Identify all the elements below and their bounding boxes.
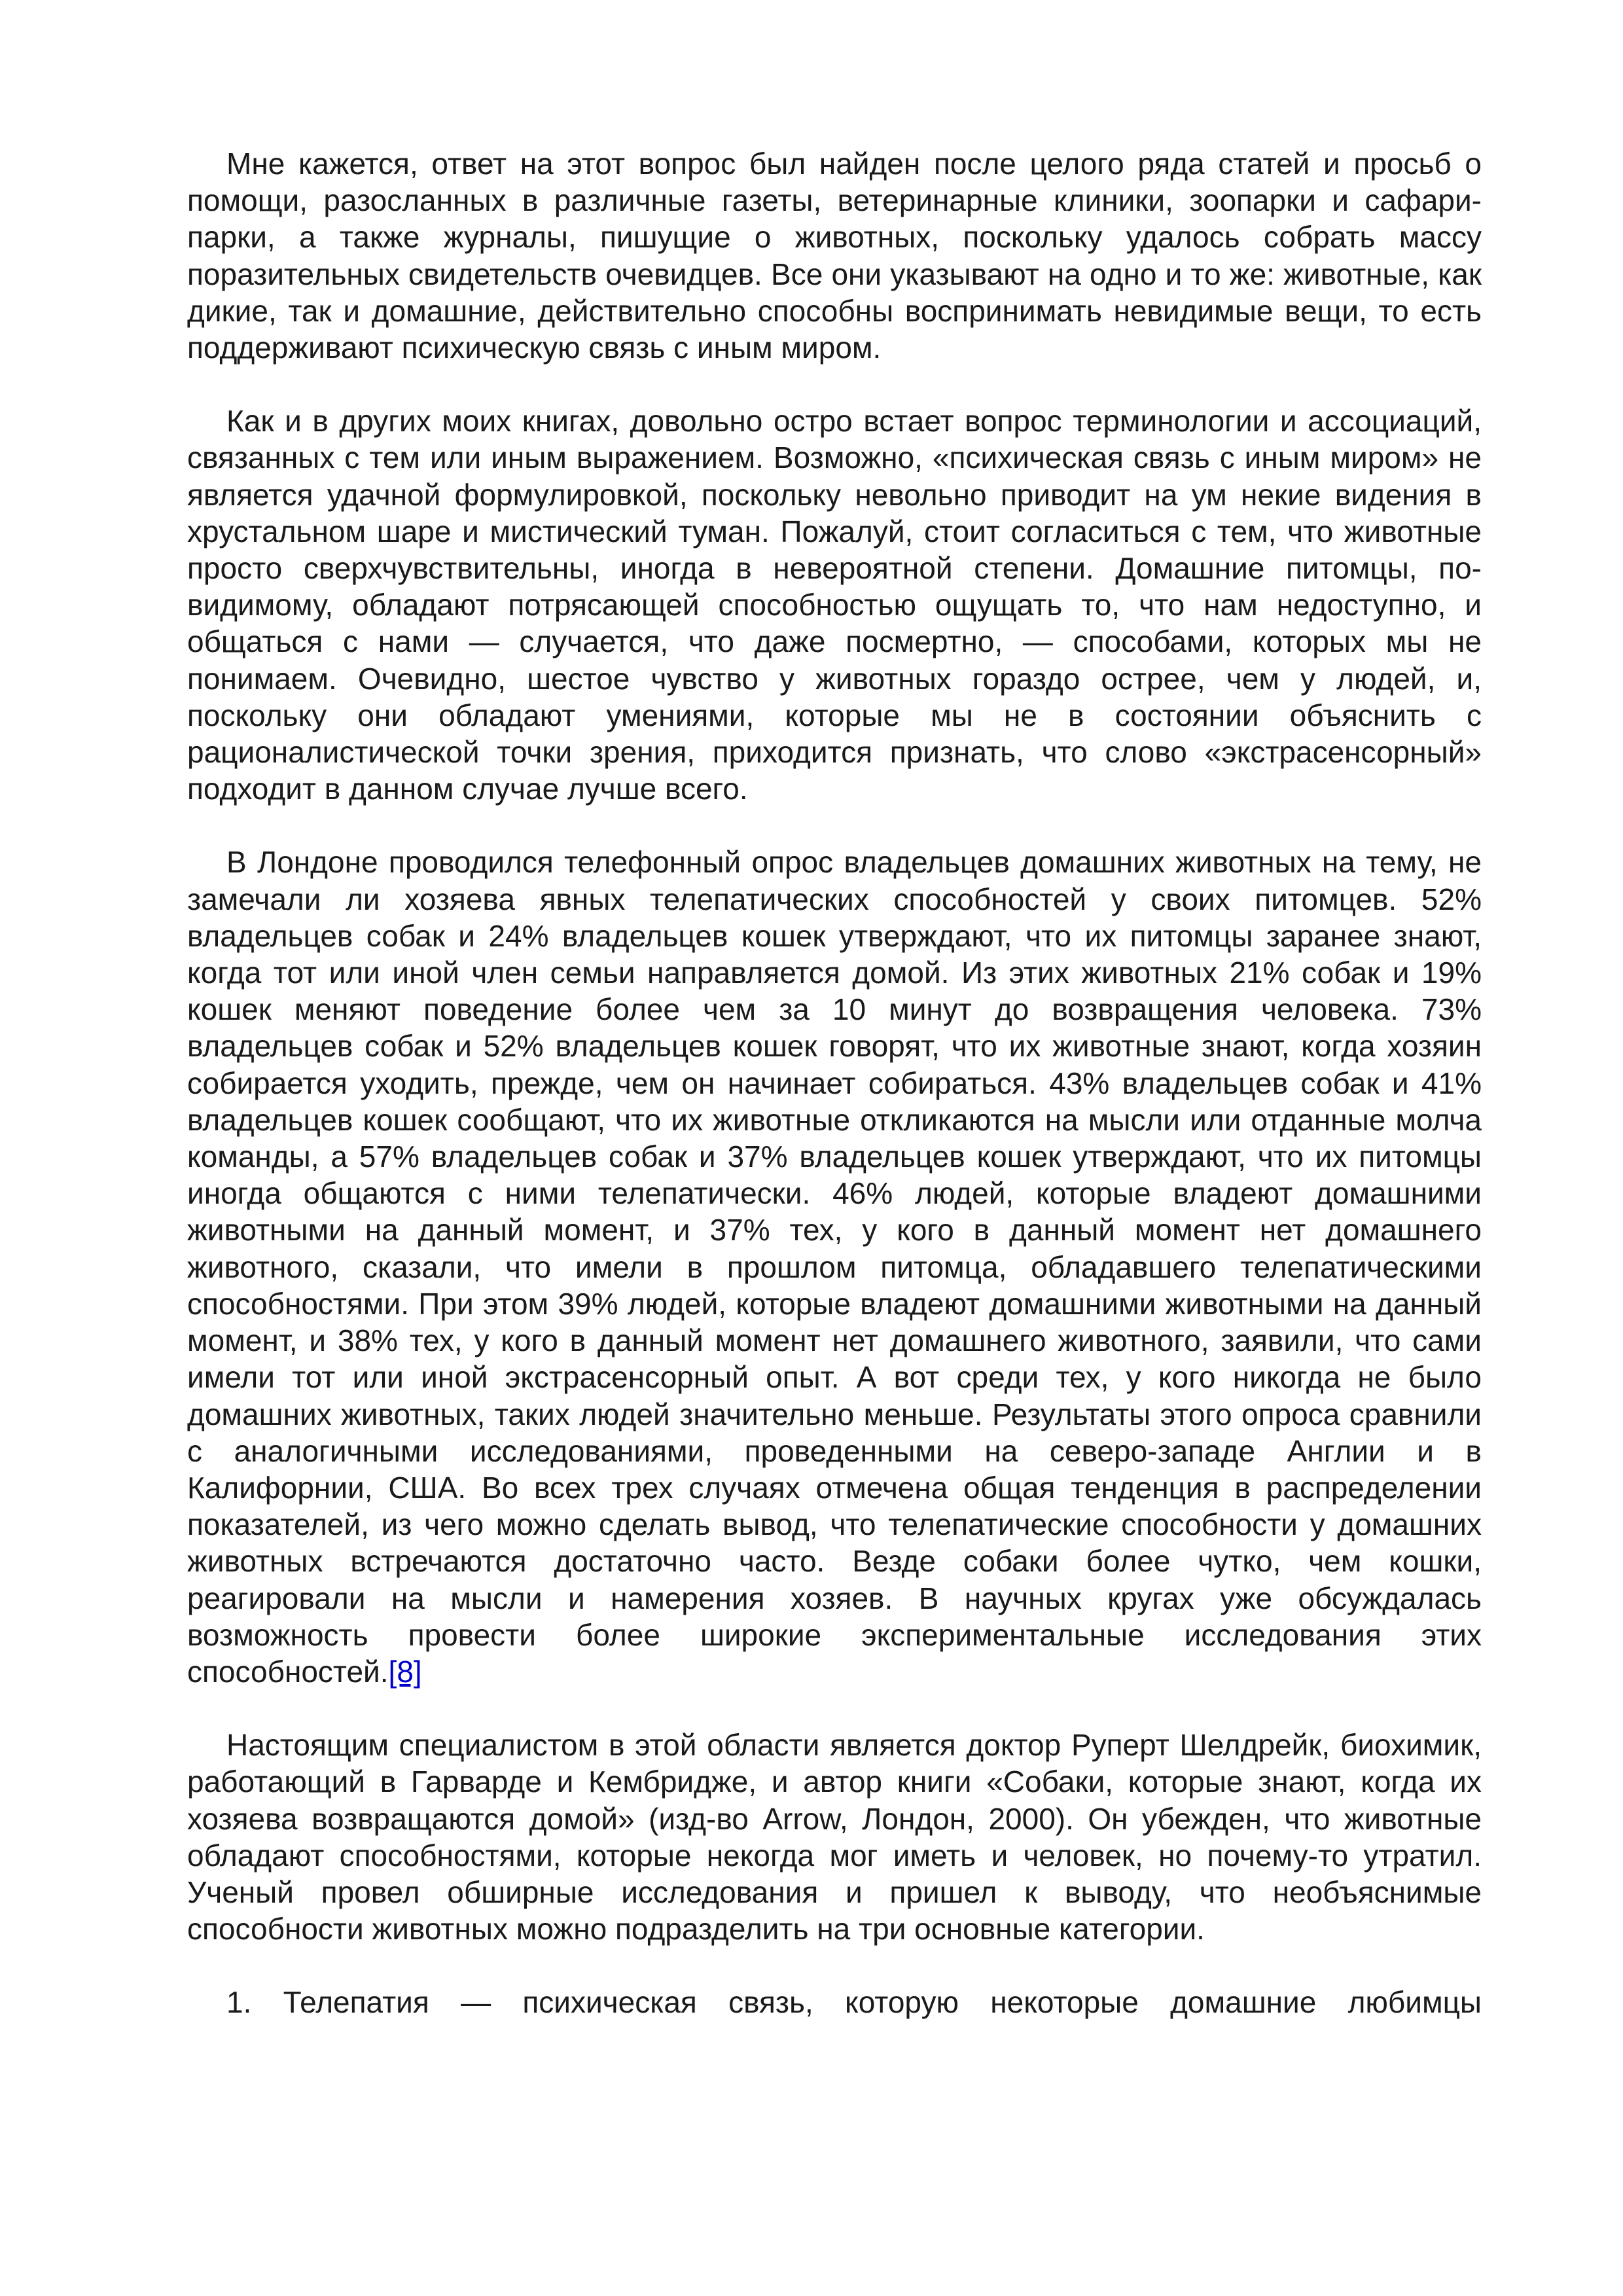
paragraph-3-text: В Лондоне проводился телефонный опрос владельцев домашних животных на тему, не замечали ли хозяева явных телепатических способностей у своих питомцев. 52% владельцев собак и 24% владельцев кошек утверждают, что их питомцы заранее знают, когда тот или иной член семьи направляется домой. Из этих животных 21% собак и 19% кошек меняют поведение более чем за 10 минут до возвращения человека. 73% владельцев собак и 52% владельцев кошек говорят, что их животные знают, когда хозяин собирается уходить, прежде, чем он начинает собираться. 43% владельцев собак и 41% владельцев кошек сообщают, что их животные откликаются на мысли или отданные молча команды, а 57% владельцев собак и 37% владельцев кошек утверждают, что их питомцы иногда общаются с ними телепатически. 46% людей, которые владеют домашними животными на данный момент, и 37% тех, у кого в данный момент нет домашнего животного, сказали, что имели в прошлом питомца, обладавшего телепатическими способностями. При этом 39% людей, которые владеют домашними животными на данный момент, и 38% тех, у кого в данный момент нет домашнего животного, заявили, что сами имели тот или иной экстрасенсорный опыт. А вот среди тех, у кого никогда не было домашних животных, таких людей значительно меньше. Результаты этого опроса сравнили с аналогичными исследованиями, проведенными на северо-западе Англии и в Калифорнии, США. Во всех трех случаях отмечена общая тенденция в распределении показателей, из чего можно сделать вывод, что телепатические способности у домашних животных встречаются достаточно часто. Везде собаки более чутко, чем кошки, реагировали на мысли и намерения хозяев. В научных кругах уже обсуждалась возможность провести более широкие экспериментальные исследования этих способностей. (187, 845, 1482, 1689)
footnote-link[interactable]: [8] (388, 1654, 422, 1689)
paragraph-2: Как и в других моих книгах, довольно остро встает вопрос терминологии и ассоциаций, связанных с тем или иным выражением. Возможно, «психическая связь с иным миром» не является удачной формулировкой, поскольку невольно приводит на ум некие видения в хрустальном шаре и мистический туман. Пожалуй, стоит согласиться с тем, что животные просто сверхчувствительны, иногда в невероятной степени. Домашние питомцы, по-видимому, обладают потрясающей способностью ощущать то, что нам недоступно, и общаться с нами — случается, что даже посмертно, — способами, которых мы не понимаем. Очевидно, шестое чувство у животных гораздо острее, чем у людей, и, поскольку они обладают умениями, которые мы не в состоянии объяснить с рационалистической точки зрения, приходится признать, что слово «экстрасенсорный» подходит в данном случае лучше всего. (187, 404, 1482, 806)
paragraph-3 (187, 844, 1482, 1690)
list-item-1: 1. Телепатия — психическая связь, которую некоторые домашние любимцы (226, 1985, 1482, 2020)
document-page (187, 145, 1482, 2021)
paragraph-4: Настоящим специалистом в этой области является доктор Руперт Шелдрейк, биохимик, работающий в Гарварде и Кембридже, и автор книги «Собаки, которые знают, когда их хозяева возвращаются домой» (изд-во Arrow, Лондон, 2000). Он убежден, что животные обладают способностями, которые некогда мог иметь и человек, но почему-то утратил. Ученый провел обширные исследования и пришел к выводу, что необъяснимые способности животных можно подразделить на три основные категории. (187, 1728, 1482, 1946)
paragraph-1: Мне кажется, ответ на этот вопрос был найден после целого ряда статей и просьб о помощи, разосланных в различные газеты, ветеринарные клиники, зоопарки и сафари-парки, а также журналы, пишущие о животных, поскольку удалось собрать массу поразительных свидетельств очевидцев. Все они указывают на одно и то же: животные, как дикие, так и домашние, действительно способны воспринимать невидимые вещи, то есть поддерживают психическую связь с иным миром. (187, 147, 1482, 365)
